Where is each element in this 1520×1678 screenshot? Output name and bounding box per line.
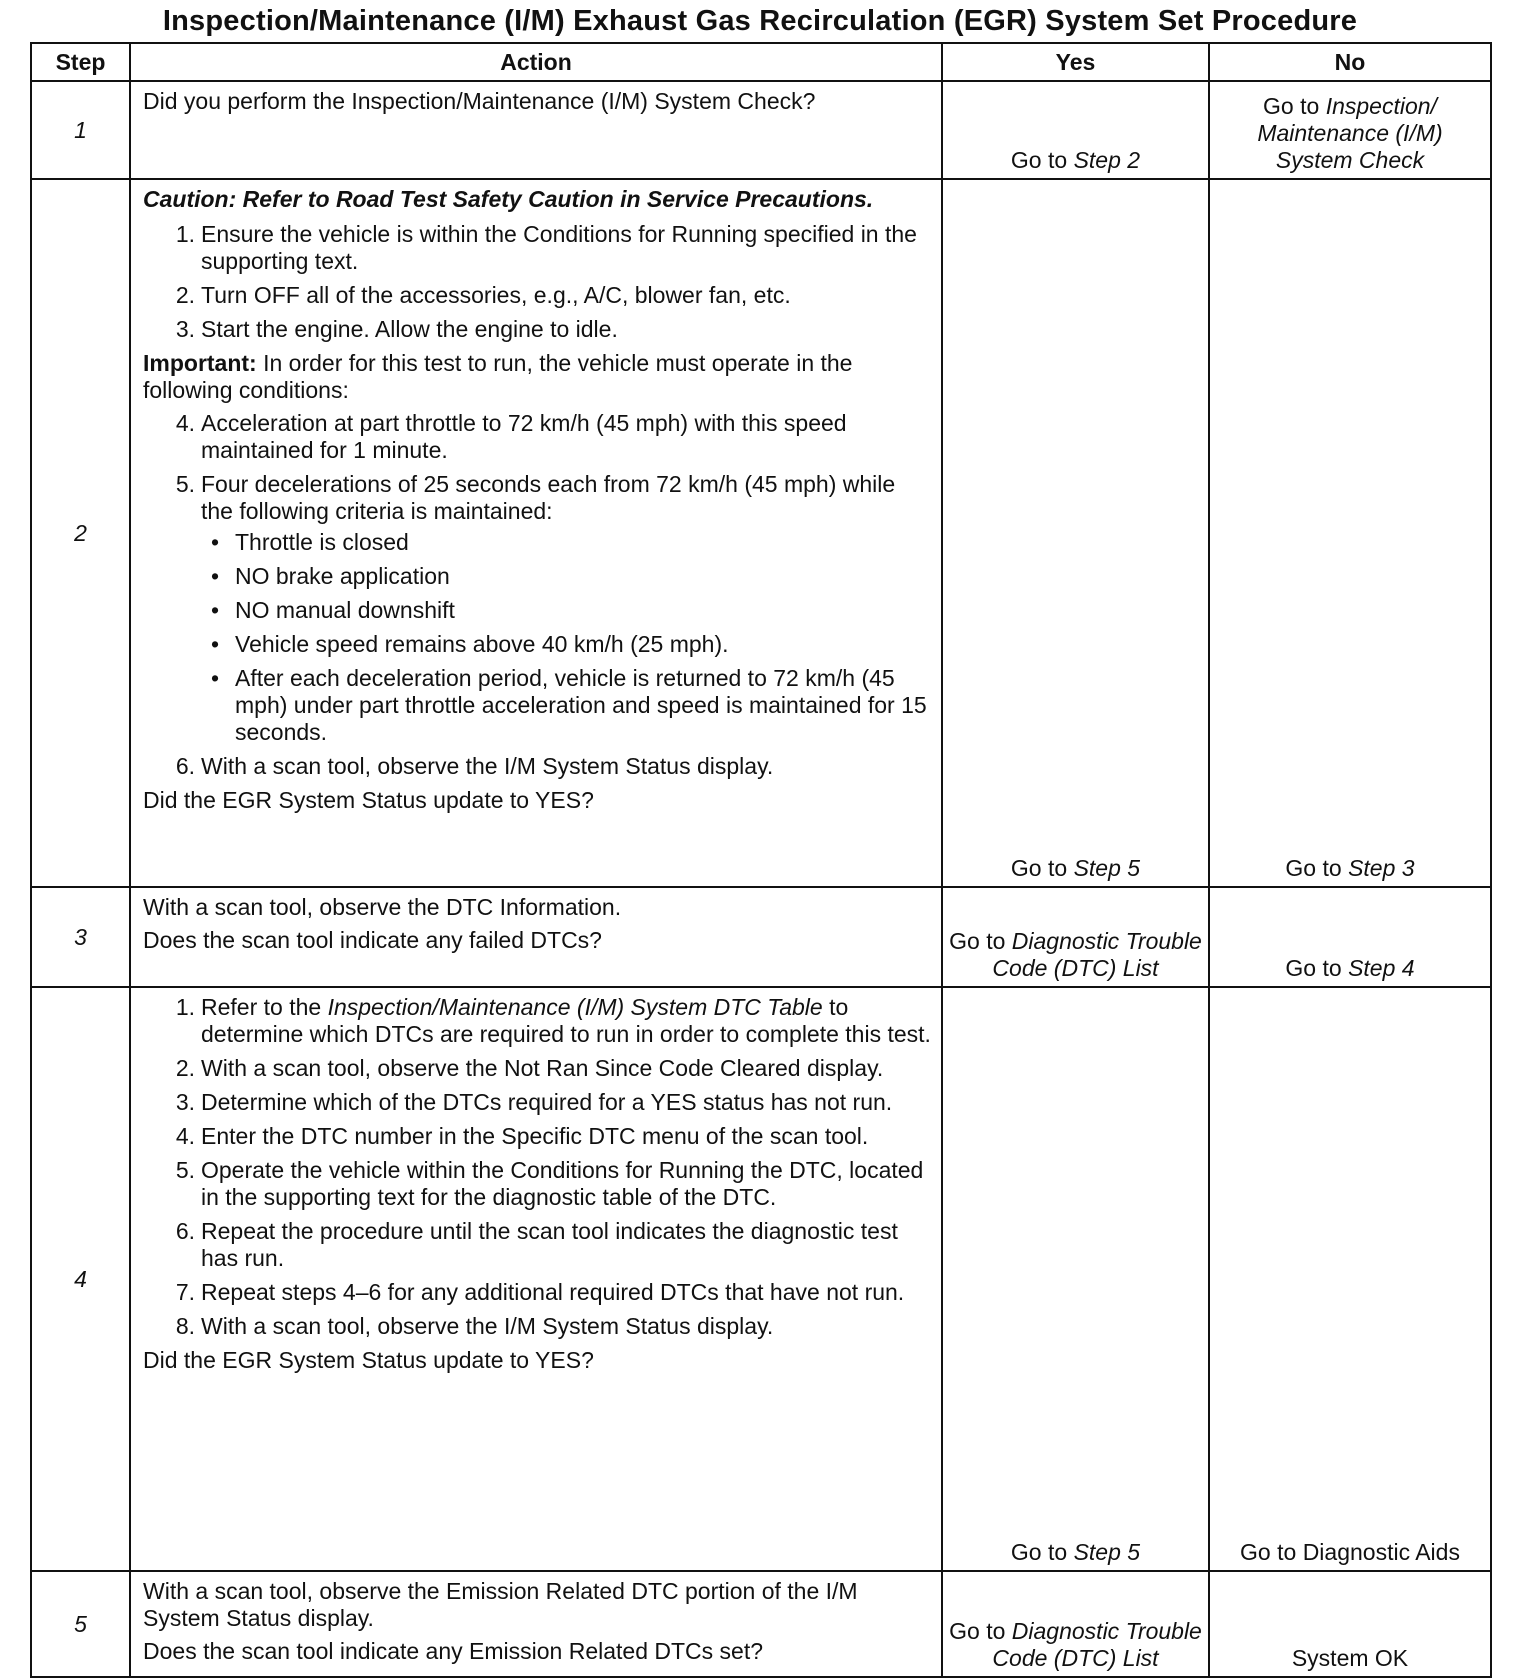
action-cell	[130, 179, 942, 887]
yes-prefix: Go to	[1010, 1539, 1074, 1565]
yes-prefix: Go to	[949, 1618, 1012, 1644]
instruction: With a scan tool, observe the Emission Related DTC portion of the I/M System Status display.	[143, 1578, 858, 1631]
question: Did you perform the Inspection/Maintenance (I/M) System Check?	[143, 88, 816, 114]
yes-link[interactable]: Diagnostic Trouble Code (DTC) List	[992, 928, 1202, 981]
list-item: 2. Turn OFF all of the accessories, e.g., A/C, blower fan, etc.	[175, 282, 791, 308]
yes-link[interactable]: Diagnostic Trouble Code (DTC) List	[992, 1618, 1202, 1671]
header-step: Step	[31, 43, 130, 81]
header-yes: Yes	[942, 43, 1209, 81]
no-cell[interactable]	[1209, 179, 1491, 887]
step-number: 5	[31, 1571, 130, 1677]
action-cell	[130, 887, 942, 987]
no-text[interactable]: Go to Diagnostic Aids	[1240, 1539, 1460, 1565]
criteria-list	[201, 529, 933, 746]
no-link[interactable]: Step 4	[1348, 955, 1415, 981]
table-row	[31, 987, 1491, 1571]
page-title: Inspection/Maintenance (I/M) Exhaust Gas Recirculation (EGR) System Set Procedure	[162, 5, 1358, 37]
list-item: 6. With a scan tool, observe the I/M System Status display.	[175, 753, 774, 779]
action-cell	[130, 987, 942, 1571]
list-item: 2. With a scan tool, observe the Not Ran Since Code Cleared display.	[175, 1055, 884, 1081]
action-cell	[130, 81, 942, 179]
header-no: No	[1209, 43, 1491, 81]
yes-prefix: Go to	[1010, 855, 1074, 881]
list-item: 3. Determine which of the DTCs required for a YES status has not run.	[175, 1089, 893, 1115]
question: Does the scan tool indicate any Emission Related DTCs set?	[143, 1638, 764, 1664]
action-cell	[130, 1571, 942, 1677]
no-cell[interactable]	[1209, 81, 1491, 179]
yes-cell[interactable]	[942, 1571, 1209, 1677]
yes-cell[interactable]	[942, 887, 1209, 987]
step-list	[143, 221, 933, 343]
caution-note: Caution: Refer to Road Test Safety Caution in Service Precautions.	[143, 186, 874, 212]
list-item: 7. Repeat steps 4–6 for any additional required DTCs that have not run.	[175, 1279, 905, 1305]
yes-link[interactable]: Step 5	[1073, 855, 1141, 881]
table-row	[31, 179, 1491, 887]
list-item: 4. Acceleration at part throttle to 72 km/h (45 mph) with this speed maintained for 1 minute.	[175, 410, 847, 463]
important-note	[143, 350, 933, 404]
bullet-item: • NO brake application	[201, 563, 933, 590]
bullet-item: • Vehicle speed remains above 40 km/h (25 mph).	[201, 631, 933, 658]
question: Did the EGR System Status update to YES?	[143, 787, 594, 813]
dtc-table-link[interactable]: Inspection/Maintenance (I/M) System DTC Table	[327, 994, 823, 1020]
yes-cell[interactable]	[942, 987, 1209, 1571]
yes-link[interactable]: Step 5	[1073, 1539, 1141, 1565]
list-item: 1. Ensure the vehicle is within the Conditions for Running specified in the supporting text.	[175, 221, 917, 274]
instruction: With a scan tool, observe the DTC Information.	[143, 894, 622, 920]
yes-link[interactable]: Step 2	[1073, 147, 1141, 173]
yes-prefix: Go to	[949, 928, 1012, 954]
list-item: 3. Start the engine. Allow the engine to idle.	[175, 316, 618, 342]
yes-cell[interactable]	[942, 81, 1209, 179]
step-number: 3	[31, 887, 130, 987]
bullet-item: • After each deceleration period, vehicle is returned to 72 km/h (45 mph) under part throttle acceleration and speed is maintained for 15 seconds.	[201, 665, 933, 746]
table-row	[31, 1571, 1491, 1677]
table-row	[31, 887, 1491, 987]
no-text: System OK	[1291, 1645, 1409, 1671]
no-prefix: Go to	[1285, 855, 1349, 881]
step-list	[143, 410, 933, 780]
table-row	[31, 81, 1491, 179]
list-item: 1. Refer to the Inspection/Maintenance (I/M) System DTC Table to determine which DTCs are required to run in order to complete this test.	[175, 994, 931, 1047]
no-prefix: Go to	[1285, 955, 1349, 981]
no-cell	[1209, 1571, 1491, 1677]
list-item: 6. Repeat the procedure until the scan tool indicates the diagnostic test has run.	[175, 1218, 898, 1271]
no-prefix: Go to	[1263, 93, 1326, 119]
step-number: 2	[31, 179, 130, 887]
no-link[interactable]: Inspection/ Maintenance (I/M) System Check	[1257, 93, 1443, 173]
list-item: 4. Enter the DTC number in the Specific DTC menu of the scan tool.	[175, 1123, 869, 1149]
yes-cell[interactable]	[942, 179, 1209, 887]
no-cell[interactable]	[1209, 887, 1491, 987]
step-number: 1	[31, 81, 130, 179]
question: Does the scan tool indicate any failed DTCs?	[143, 927, 602, 953]
no-link[interactable]: Step 3	[1348, 855, 1415, 881]
procedure-table	[30, 42, 1492, 1678]
list-item: 5. Four decelerations of 25 seconds each from 72 km/h (45 mph) while the following criteria is maintained: • Throttle is closed • NO brake application • NO manual downshift • Vehicle speed remains above 40 km/h (25 mph). • After each deceleration period, vehicle is returned to 72 km/h (45 mph) under part throttle acceleration and speed is maintained for 15 seconds.	[143, 471, 933, 746]
header-action: Action	[130, 43, 942, 81]
bullet-item: • Throttle is closed	[201, 529, 933, 556]
list-item: 8. With a scan tool, observe the I/M System Status display.	[175, 1313, 774, 1339]
bullet-item: • NO manual downshift	[201, 597, 933, 624]
list-item: 5. Operate the vehicle within the Conditions for Running the DTC, located in the supporting text for the diagnostic table of the DTC.	[175, 1157, 924, 1210]
step-number: 4	[31, 987, 130, 1571]
no-cell[interactable]	[1209, 987, 1491, 1571]
important-text: In order for this test to run, the vehicle must operate in the following conditions:	[143, 350, 853, 403]
yes-prefix: Go to	[1010, 147, 1074, 173]
important-label: Important:	[143, 350, 257, 376]
question: Did the EGR System Status update to YES?	[143, 1347, 594, 1373]
header-row	[31, 43, 1491, 81]
step-list	[143, 994, 933, 1340]
